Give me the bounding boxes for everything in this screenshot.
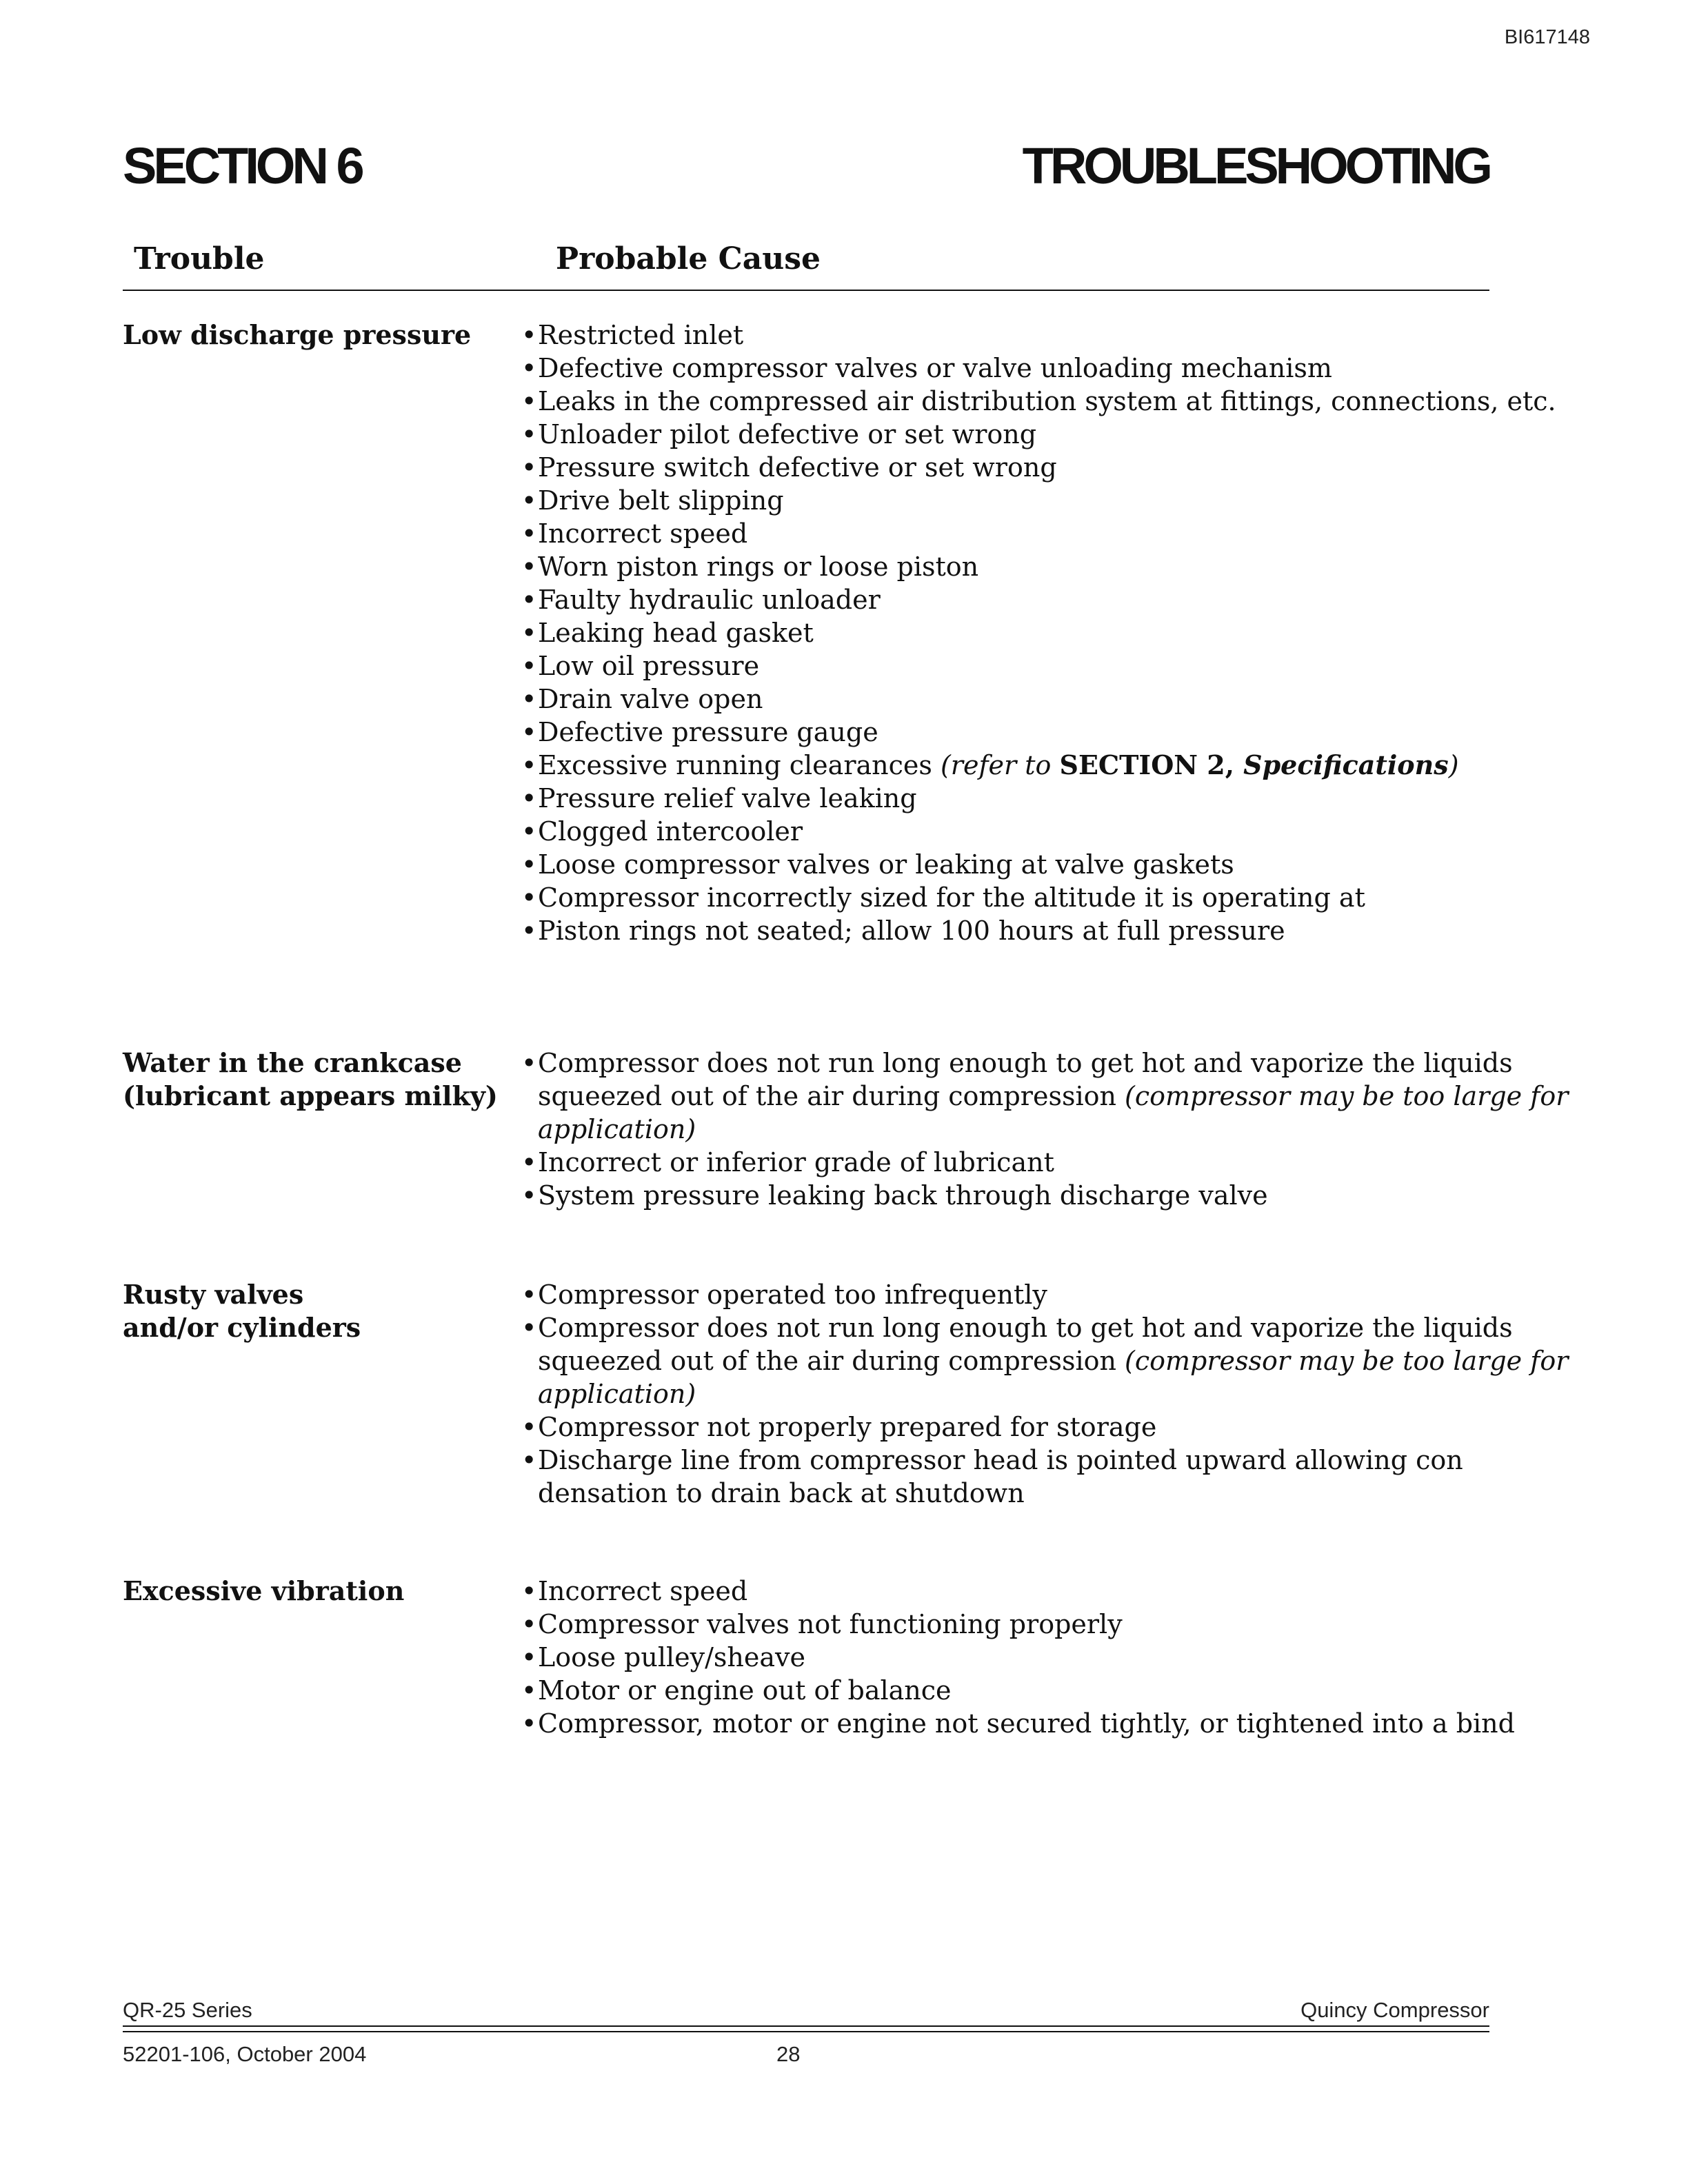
cause-item	[521, 815, 1597, 848]
cause-item	[521, 1146, 1597, 1179]
cause-text: Defective compressor valves or valve unloading mechanism	[538, 353, 1332, 383]
cause-text: Pressure relief valve leaking	[538, 783, 917, 813]
cause-item	[521, 1046, 1597, 1146]
cause-item	[521, 1179, 1597, 1212]
cause-item	[521, 318, 1597, 352]
cause-text: Pressure switch defective or set wrong	[538, 452, 1057, 483]
cause-text: Piston rings not seated; allow 100 hours at full pressure	[538, 916, 1285, 946]
cause-text: Compressor incorrectly sized for the altitude it is operating at	[538, 882, 1365, 913]
cause-text: Worn piston rings or loose piston	[538, 552, 979, 582]
cause-item	[521, 616, 1597, 649]
cause-text: Compressor not properly prepared for storage	[538, 1412, 1157, 1442]
cause-list	[521, 1575, 1597, 1740]
trouble-column-header: Trouble	[134, 241, 265, 276]
footer-divider	[123, 2031, 1489, 2032]
cause-item	[521, 352, 1597, 385]
bullet-icon: •	[521, 1313, 537, 1343]
bullet-icon: •	[521, 1147, 537, 1177]
bullet-icon: •	[521, 816, 537, 847]
page-number: 28	[776, 2042, 801, 2066]
cause-item	[521, 517, 1597, 550]
cause-text: Incorrect speed	[538, 518, 748, 549]
cause-item	[521, 484, 1597, 517]
cause-item	[521, 1278, 1597, 1311]
bullet-icon: •	[521, 1445, 537, 1475]
bullet-icon: •	[521, 386, 537, 416]
cause-column-header: Probable Cause	[556, 241, 821, 276]
cause-text: Incorrect or inferior grade of lubricant	[538, 1147, 1054, 1177]
bullet-icon: •	[521, 882, 537, 913]
cause-item	[521, 749, 1597, 782]
cause-item	[521, 914, 1597, 947]
cause-text: Loose compressor valves or leaking at valve gaskets	[538, 849, 1234, 880]
bullet-icon: •	[521, 651, 537, 681]
bullet-icon: •	[521, 1708, 537, 1739]
cause-item	[521, 1575, 1597, 1608]
footer-series: QR-25 Series	[123, 1998, 252, 2022]
cause-item	[521, 848, 1597, 881]
cause-list	[521, 1046, 1597, 1212]
trouble-label: Rusty valves and/or cylinders	[123, 1279, 361, 1343]
section-title: SECTION 6	[123, 137, 361, 194]
trouble-label: Low discharge pressure	[123, 319, 472, 350]
bullet-icon: •	[521, 1412, 537, 1442]
bullet-icon: •	[521, 552, 537, 582]
cause-item	[521, 682, 1597, 716]
cause-text: Specifications	[1243, 749, 1449, 780]
cause-text: (compressor may be too large for application)	[538, 1346, 1569, 1409]
cause-text: Excessive running clearances	[538, 750, 941, 780]
bullet-icon: •	[521, 783, 537, 813]
cause-text: Compressor operated too infrequently	[538, 1280, 1047, 1310]
cause-item	[521, 881, 1597, 914]
bullet-icon: •	[521, 618, 537, 648]
bullet-icon: •	[521, 1642, 537, 1672]
cause-text: System pressure leaking back through discharge valve	[538, 1180, 1268, 1211]
bullet-icon: •	[521, 1180, 537, 1211]
cause-text: Drive belt slipping	[538, 485, 784, 516]
cause-item	[521, 1444, 1597, 1510]
bullet-icon: •	[521, 916, 537, 946]
cause-text: Defective pressure gauge	[538, 717, 878, 747]
cause-item	[521, 451, 1597, 484]
cause-item	[521, 649, 1597, 682]
cause-text: Discharge line from compressor head is pointed upward allowing con densation to drain back at shutdown	[538, 1445, 1463, 1508]
cause-text: Clogged intercooler	[538, 816, 803, 847]
bullet-icon: •	[521, 452, 537, 483]
cause-item	[521, 1707, 1597, 1740]
cause-item	[521, 1641, 1597, 1674]
document-id: BI617148	[1504, 26, 1590, 48]
cause-item	[521, 1311, 1597, 1410]
footer-company: Quincy Compressor	[1300, 1998, 1489, 2022]
bullet-icon: •	[521, 485, 537, 516]
header-divider	[123, 290, 1489, 291]
bullet-icon: •	[521, 518, 537, 549]
trouble-label: Water in the crankcase (lubricant appears milky)	[123, 1047, 498, 1111]
cause-text: Compressor, motor or engine not secured tightly, or tightened into a bind	[538, 1708, 1515, 1739]
bullet-icon: •	[521, 1280, 537, 1310]
cause-text: Compressor valves not functioning properly	[538, 1609, 1123, 1639]
bullet-icon: •	[521, 419, 537, 449]
cause-text: Leaking head gasket	[538, 618, 814, 648]
cause-text: Restricted inlet	[538, 320, 744, 350]
bullet-icon: •	[521, 1576, 537, 1606]
cause-list	[521, 1278, 1597, 1510]
cause-text: Motor or engine out of balance	[538, 1675, 952, 1706]
bullet-icon: •	[521, 1609, 537, 1639]
bullet-icon: •	[521, 750, 537, 780]
cause-item	[521, 1608, 1597, 1641]
cause-text: )	[1448, 750, 1459, 780]
bullet-icon: •	[521, 1048, 537, 1078]
cause-text: Compressor does not run long enough to get hot and vaporize the liquids squeezed out of the air during compression	[538, 1048, 1513, 1111]
cause-text: Unloader pilot defective or set wrong	[538, 419, 1037, 449]
cause-text: Compressor does not run long enough to get hot and vaporize the liquids squeezed out of the air during compression	[538, 1313, 1513, 1376]
cause-item	[521, 550, 1597, 583]
cause-text: Leaks in the compressed air distribution system at fittings, connections, etc.	[538, 386, 1556, 416]
bullet-icon: •	[521, 585, 537, 615]
cause-text: Low oil pressure	[538, 651, 760, 681]
chapter-title: TROUBLESHOOTING	[1022, 137, 1489, 194]
footer-doc-number: 52201-106, October 2004	[123, 2042, 367, 2066]
cause-text: (refer to	[940, 750, 1060, 780]
cause-text: (compressor may be too large for application)	[538, 1081, 1569, 1144]
cause-item	[521, 1410, 1597, 1444]
cause-list	[521, 318, 1597, 947]
cause-text: Incorrect speed	[538, 1576, 748, 1606]
bullet-icon: •	[521, 717, 537, 747]
cause-text: Drain valve open	[538, 684, 763, 714]
bullet-icon: •	[521, 1675, 537, 1706]
cause-item	[521, 583, 1597, 616]
cause-text: Loose pulley/sheave	[538, 1642, 805, 1672]
cause-item	[521, 385, 1597, 418]
cause-item	[521, 418, 1597, 451]
bullet-icon: •	[521, 320, 537, 350]
bullet-icon: •	[521, 849, 537, 880]
cause-item	[521, 782, 1597, 815]
trouble-label: Excessive vibration	[123, 1575, 405, 1606]
cause-text: Faulty hydraulic unloader	[538, 585, 881, 615]
cause-item	[521, 1674, 1597, 1707]
cause-text: SECTION 2,	[1059, 749, 1244, 780]
cause-item	[521, 716, 1597, 749]
bullet-icon: •	[521, 684, 537, 714]
bullet-icon: •	[521, 353, 537, 383]
footer-divider	[123, 2025, 1489, 2027]
